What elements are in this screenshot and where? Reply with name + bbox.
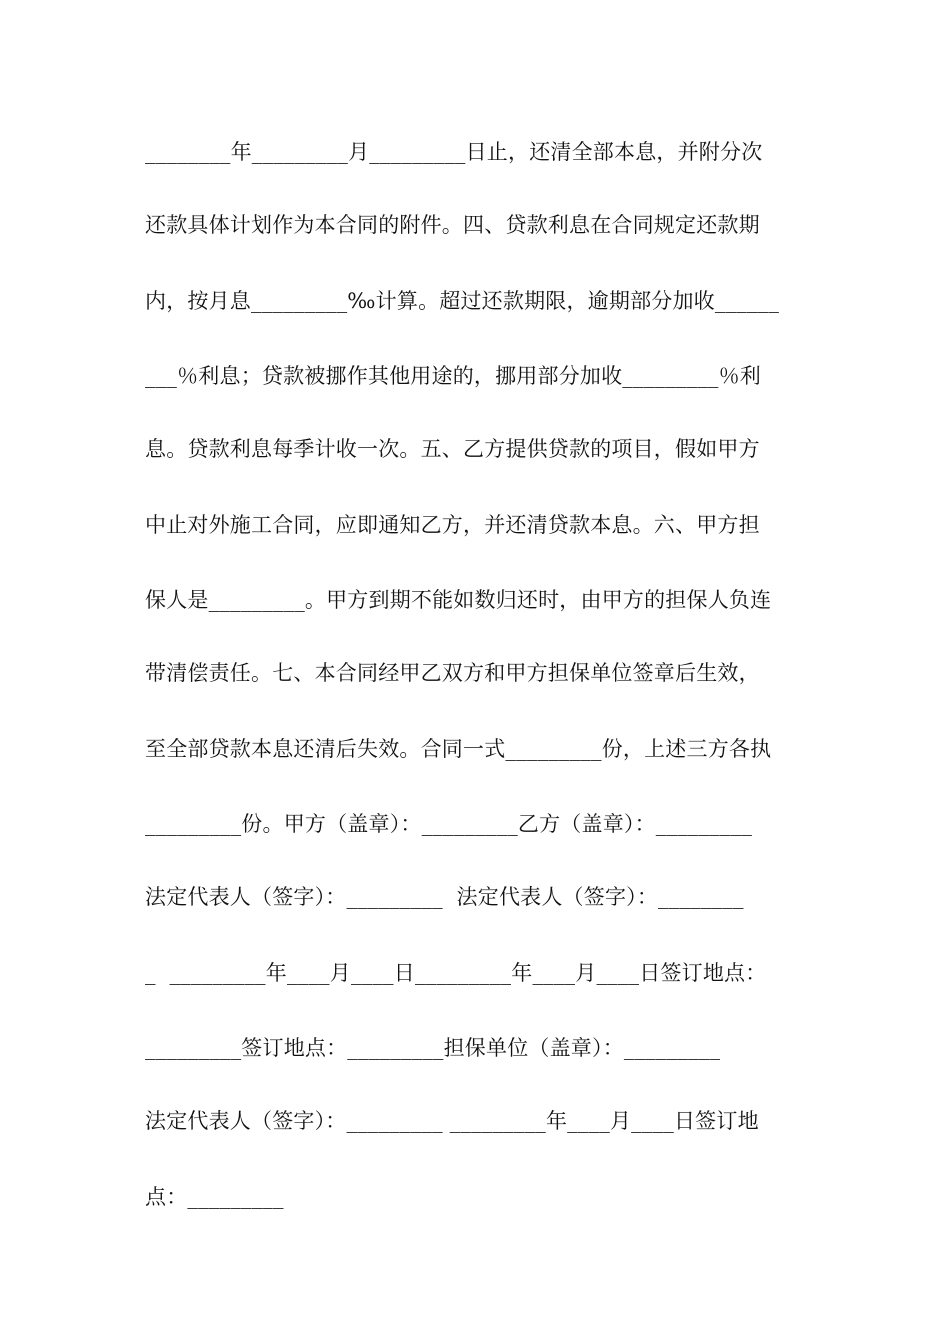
text-line-5: 息。贷款利息每季计收一次。五、乙方提供贷款的项目，假如甲方 xyxy=(145,437,760,461)
text-line-3: 内，按月息_________‰计算。超过还款期限，逾期部分加收______ xyxy=(145,289,780,313)
text-line-14: 法定代表人（签字）：_________ _________年____月____日签订地 xyxy=(145,1109,759,1133)
text-line-12: _ _________年____月____日_________年____月____日签订地点： xyxy=(145,961,767,985)
text-line-9: 至全部贷款本息还清后失效。合同一式_________份，上述三方各执 xyxy=(145,737,772,761)
text-line-13: _________签订地点：_________担保单位（盖章）：_________ xyxy=(145,1036,721,1060)
text-line-6: 中止对外施工合同，应即通知乙方，并还清贷款本息。六、甲方担 xyxy=(145,513,760,537)
text-line-2: 还款具体计划作为本合同的附件。四、贷款利息在合同规定还款期 xyxy=(145,213,760,237)
text-line-15: 点：_________ xyxy=(145,1185,284,1209)
text-line-11: 法定代表人（签字）：_________ 法定代表人（签字）：________ xyxy=(145,885,744,909)
text-line-1: ________年_________月_________日止，还清全部本息，并附分次 xyxy=(145,140,763,164)
text-line-4: ___％利息；贷款被挪作其他用途的，挪用部分加收_________％利 xyxy=(145,364,761,388)
text-line-8: 带清偿责任。七、本合同经甲乙双方和甲方担保单位签章后生效， xyxy=(145,661,760,685)
text-line-10: _________份。甲方（盖章）：_________乙方（盖章）：_________ xyxy=(145,812,753,836)
text-line-7: 保人是_________。甲方到期不能如数归还时，由甲方的担保人负连 xyxy=(145,588,772,612)
